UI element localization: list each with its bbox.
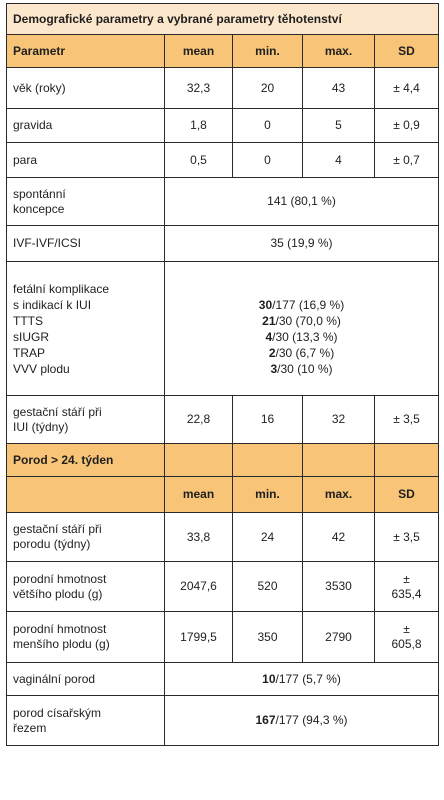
bold-count: 21: [262, 313, 276, 328]
cell-sd: ± 3,5: [375, 396, 439, 444]
cell-mean: 22,8: [165, 396, 233, 444]
label-line: porodní hmotnost: [13, 571, 107, 586]
table-row: [7, 562, 439, 612]
row-label: [7, 562, 165, 612]
row-label: para: [7, 143, 165, 178]
table-row: [7, 396, 439, 444]
label-line: porodu (týdny): [13, 537, 91, 551]
fetal-value-line: [171, 313, 432, 329]
header-sd: SD: [375, 35, 439, 68]
header-sd: SD: [375, 477, 439, 513]
row-label: [7, 696, 165, 746]
bold-count: 3: [270, 361, 278, 376]
cell-mean: 0,5: [165, 143, 233, 178]
cell-max: 42: [303, 513, 375, 562]
label-line: spontánní: [13, 186, 66, 201]
cell-max: 2790: [303, 612, 375, 663]
table-title-row: [7, 4, 439, 35]
value-rest: /177 (5,7 %): [275, 671, 341, 686]
fetal-values: [165, 262, 439, 396]
cell-max: 32: [303, 396, 375, 444]
header-parametr: Parametr: [7, 35, 165, 68]
table-row: [7, 612, 439, 663]
cell-sd: ± 0,7: [375, 143, 439, 178]
sd-line: ±: [403, 571, 410, 586]
header-min: min.: [233, 477, 303, 513]
table-row: [7, 663, 439, 696]
label-line: fetální komplikace: [13, 281, 110, 296]
cell-sd: ± 3,5: [375, 513, 439, 562]
cell-max: 4: [303, 143, 375, 178]
label-line: IUI (týdny): [13, 419, 69, 434]
cs-value: [165, 696, 439, 746]
fetal-value-line: [171, 345, 432, 361]
value-rest: /30 (10 %): [277, 361, 333, 376]
cell-sd: ± 4,4: [375, 68, 439, 109]
header-min: min.: [233, 35, 303, 68]
cell-mean: 1799,5: [165, 612, 233, 663]
demographics-table: [6, 3, 439, 746]
cell-mean: 32,3: [165, 68, 233, 109]
row-label: [7, 612, 165, 663]
section-title: Porod > 24. týden: [7, 444, 165, 477]
row-label: IVF-IVF/ICSI: [7, 226, 165, 262]
table-row: [7, 178, 439, 226]
label-line: porodní hmotnost: [13, 622, 107, 636]
value-rest: /30 (70,0 %): [275, 313, 341, 328]
cell-mean: 1,8: [165, 109, 233, 143]
cell-sd: [375, 612, 439, 663]
bold-count: 167: [255, 713, 276, 727]
label-line: sIUGR: [13, 329, 49, 344]
cell-min: 350: [233, 612, 303, 663]
table-row: [7, 513, 439, 562]
cell-max: 43: [303, 68, 375, 109]
value-rest: /177 (94,3 %): [275, 713, 348, 727]
cell-mean: 33,8: [165, 513, 233, 562]
table-title: Demografické parametry a vybrané parametry těhotenství: [7, 4, 439, 35]
label-line: porod císařským: [13, 705, 102, 720]
fetal-value-line: [171, 297, 432, 313]
cell-min: 20: [233, 68, 303, 109]
cell-sd: ± 0,9: [375, 109, 439, 143]
table-row: [7, 262, 439, 396]
row-label: vaginální porod: [7, 663, 165, 696]
bold-count: 10: [262, 671, 276, 686]
cell-min: 16: [233, 396, 303, 444]
cell-max: 5: [303, 109, 375, 143]
table-row: [7, 68, 439, 109]
header-row: [7, 35, 439, 68]
cell-sd: [375, 562, 439, 612]
vag-value: [165, 663, 439, 696]
label-line: menšího plodu (g): [13, 637, 110, 651]
label-line: s indikací k IUI: [13, 297, 92, 312]
value-rest: /30 (13,3 %): [272, 329, 338, 344]
sd-line: ±: [403, 622, 410, 636]
header-mean: mean: [165, 477, 233, 513]
value-rest: /30 (6,7 %): [275, 345, 335, 360]
header-max: max.: [303, 477, 375, 513]
cell-min: 520: [233, 562, 303, 612]
value-rest: /177 (16,9 %): [272, 297, 345, 312]
sd-line: 635,4: [391, 586, 422, 601]
row-label: [7, 513, 165, 562]
row-label: gravida: [7, 109, 165, 143]
cell-min: 0: [233, 109, 303, 143]
label-line: TTTS: [13, 313, 43, 328]
label-line: většího plodu (g): [13, 586, 103, 601]
table-row: [7, 226, 439, 262]
bold-count: 30: [258, 297, 273, 312]
fetal-value-line: [171, 329, 432, 345]
label-line: TRAP: [13, 345, 46, 360]
table-row: [7, 143, 439, 178]
bold-count: 2: [268, 345, 276, 360]
label-line: gestační stáří při: [13, 404, 102, 419]
row-label: [7, 178, 165, 226]
ivf-value: 35 (19,9 %): [165, 226, 439, 262]
cell-min: 0: [233, 143, 303, 178]
label-line: koncepce: [13, 201, 65, 216]
spont-value: 141 (80,1 %): [165, 178, 439, 226]
sd-line: 605,8: [391, 637, 422, 651]
cell-mean: 2047,6: [165, 562, 233, 612]
row-label: věk (roky): [7, 68, 165, 109]
header-mean: mean: [165, 35, 233, 68]
fetal-value-line: [171, 361, 432, 377]
cell-max: 3530: [303, 562, 375, 612]
header-row: [7, 477, 439, 513]
label-line: řezem: [13, 720, 47, 735]
table-row: [7, 696, 439, 746]
row-label: [7, 262, 165, 396]
row-label: [7, 396, 165, 444]
cell-min: 24: [233, 513, 303, 562]
section-row: [7, 444, 439, 477]
table-row: [7, 109, 439, 143]
header-max: max.: [303, 35, 375, 68]
bold-count: 4: [265, 329, 273, 344]
label-line: gestační stáří při: [13, 522, 102, 536]
label-line: VVV plodu: [13, 361, 70, 376]
